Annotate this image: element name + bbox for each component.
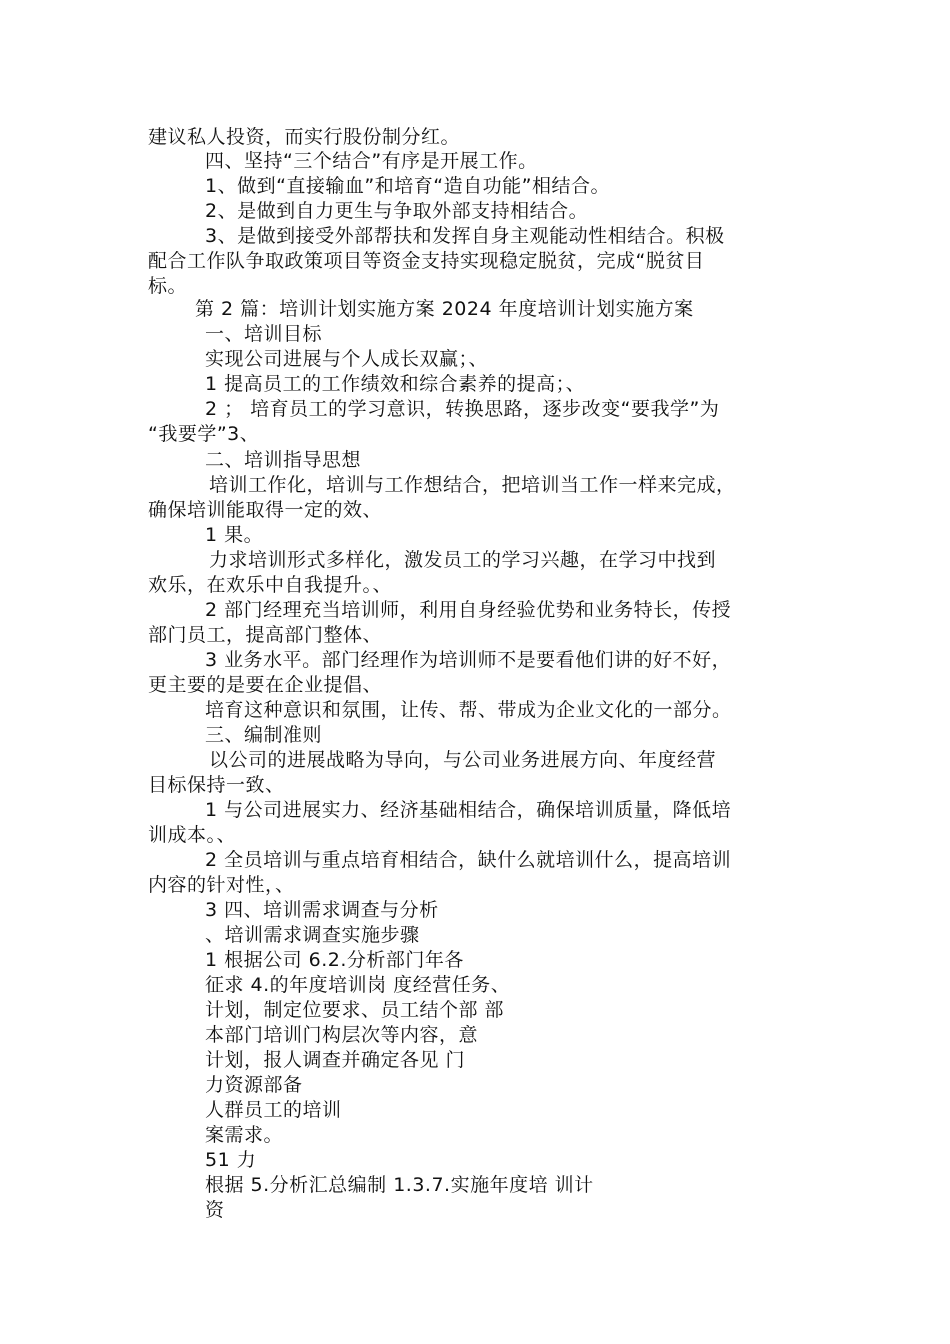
text-line: 目标保持一致、 [148, 774, 285, 796]
text-line: 以公司的进展战略为导向，与公司业务进展方向、年度经营 [209, 749, 717, 771]
text-line: 51 力 [205, 1149, 257, 1171]
text-line: 配合工作队争取政策项目等资金支持实现稳定脱贫，完成“脱贫目 [148, 250, 705, 272]
text-line: 案需求。 [205, 1124, 284, 1146]
text-line: “我要学”3、 [148, 423, 260, 445]
text-line: 2 全员培训与重点培育相结合，缺什么就培训什么，提高培训 [205, 849, 732, 871]
text-line: 更主要的是要在企业提倡、 [148, 674, 383, 696]
text-line: 内容的针对性，、 [148, 874, 295, 896]
text-line: 1 提高员工的工作绩效和综合素养的提高；、 [205, 373, 586, 395]
text-line: 本部门培训门构层次等内容，意 [205, 1024, 479, 1046]
text-line: 征求 4.的年度培训岗 度经营任务、 [205, 974, 511, 996]
text-line: 力资源部备 [205, 1074, 303, 1096]
text-line: 1 根据公司 6.2.分析部门年各 [205, 949, 464, 971]
text-line: 、培训需求调查实施步骤 [205, 924, 420, 946]
text-line: 根据 5.分析汇总编制 1.3.7.实施年度培 训计 [205, 1174, 594, 1196]
text-line: 计划，报人调查并确定各见 门 [205, 1049, 466, 1071]
text-line: 力求培训形式多样化，激发员工的学习兴趣，在学习中找到 [209, 549, 717, 571]
text-line: 一、培训目标 [205, 323, 323, 345]
text-line: 训成本。、 [148, 824, 237, 846]
text-line: 欢乐，在欢乐中自我提升。、 [148, 574, 393, 596]
text-line: 2 部门经理充当培训师，利用自身经验优势和业务特长，传授 [205, 599, 732, 621]
text-line: 3 四、培训需求调查与分析 [205, 899, 439, 921]
text-line: 1、做到“直接输血”和培育“造自功能”相结合。 [205, 175, 610, 197]
text-line: 3 业务水平。部门经理作为培训师不是要看他们讲的好不好， [205, 649, 732, 671]
text-line: 1 与公司进展实力、经济基础相结合，确保培训质量，降低培 [205, 799, 732, 821]
text-line: 确保培训能取得一定的效、 [148, 499, 383, 521]
text-line: 三、编制准则 [205, 724, 323, 746]
section-heading: 第 2 篇：培训计划实施方案 2024 年度培训计划实施方案 [195, 298, 694, 320]
text-line: 建议私人投资，而实行股份制分红。 [148, 126, 461, 148]
text-line: 培训工作化，培训与工作想结合，把培训当工作一样来完成， [209, 474, 736, 496]
text-line: 1 果。 [205, 524, 264, 546]
text-line: 资 [205, 1199, 225, 1221]
text-line: 2 ； 培育员工的学习意识，转换思路，逐步改变“要我学”为 [205, 398, 720, 420]
text-line: 二、培训指导思想 [205, 449, 362, 471]
text-line: 3、是做到接受外部帮扶和发挥自身主观能动性相结合。积极 [205, 225, 725, 247]
text-line: 标。 [148, 275, 188, 297]
text-line: 计划，制定位要求、员工结个部 部 [205, 999, 505, 1021]
text-line: 2、是做到自力更生与争取外部支持相结合。 [205, 200, 589, 222]
text-line: 培育这种意识和氛围，让传、帮、带成为企业文化的一部分。 [205, 699, 732, 721]
text-line: 四、坚持“三个结合”有序是开展工作。 [205, 150, 538, 172]
text-line: 人群员工的培训 [205, 1099, 342, 1121]
text-line: 实现公司进展与个人成长双赢；、 [205, 348, 489, 370]
text-line: 部门员工，提高部门整体、 [148, 624, 383, 646]
